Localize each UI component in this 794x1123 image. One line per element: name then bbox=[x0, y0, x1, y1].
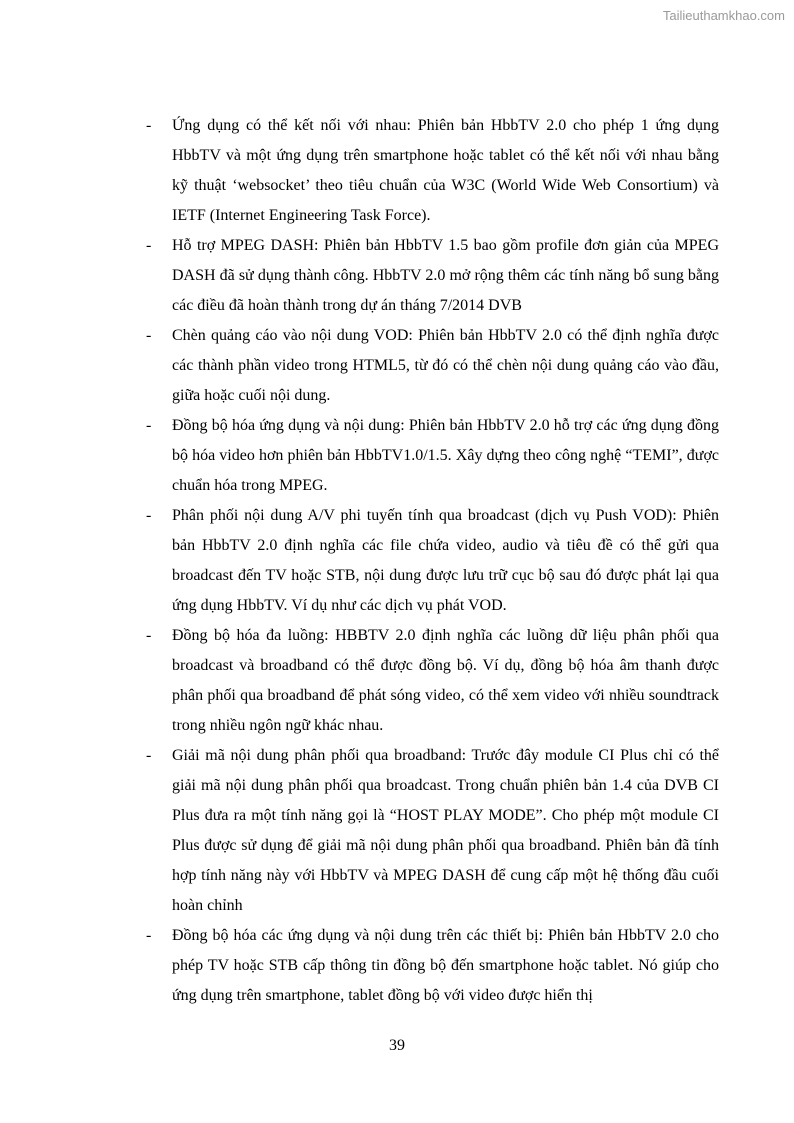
list-item bbox=[145, 621, 719, 741]
list-item-text: Ứng dụng có thể kết nối với nhau: Phiên bản HbbTV 2.0 cho phép 1 ứng dụng HbbTV và một ứng dụng trên smartphone hoặc tablet có thể kết nối với nhau bằng kỹ thuật ‘websocket’ theo tiêu chuẩn của W3C (World Wide Web Consortium) và IETF (Internet Engineering Task Force). bbox=[172, 117, 719, 224]
bullet-dash: - bbox=[146, 327, 152, 344]
bullet-dash: - bbox=[146, 417, 152, 434]
list-item-text: Giải mã nội dung phân phối qua broadband: Trước đây module CI Plus chỉ có thể giải mã nội dung phân phối qua broadcast. Trong chuẩn phiên bản 1.4 của DVB CI Plus đưa ra một tính năng gọi là “HOST PLAY MODE”. Cho phép một module CI Plus được sử dụng để giải mã nội dung phân phối qua broadband. Phiên bản đã tính hợp tính năng này với HbbTV và MPEG DASH để cung cấp một hệ thống đầu cuối hoàn chỉnh bbox=[172, 747, 719, 914]
list-item bbox=[145, 921, 719, 1011]
bullet-dash: - bbox=[146, 237, 152, 254]
bullet-dash: - bbox=[146, 927, 152, 944]
list-item-text: Chèn quảng cáo vào nội dung VOD: Phiên bản HbbTV 2.0 có thể định nghĩa được các thành phần video trong HTML5, từ đó có thể chèn nội dung quảng cáo vào đầu, giữa hoặc cuối nội dung. bbox=[172, 327, 719, 404]
bullet-dash: - bbox=[146, 747, 152, 764]
list-item bbox=[145, 111, 719, 231]
watermark: Tailieuthamkhao.com bbox=[662, 8, 785, 23]
bullet-dash: - bbox=[146, 117, 152, 134]
list-item-text: Đồng bộ hóa ứng dụng và nội dung: Phiên bản HbbTV 2.0 hỗ trợ các ứng dụng đồng bộ hóa video hơn phiên bản HbbTV1.0/1.5. Xây dựng theo công nghệ “TEMI”, được chuẩn hóa trong MPEG. bbox=[172, 417, 719, 494]
list-item-text: Đồng bộ hóa các ứng dụng và nội dung trên các thiết bị: Phiên bản HbbTV 2.0 cho phép TV hoặc STB cấp thông tin đồng bộ đến smartphone hoặc tablet. Nó giúp cho ứng dụng trên smartphone, tablet đồng bộ với video được hiển thị bbox=[172, 927, 719, 1004]
list-item bbox=[145, 231, 719, 321]
bullet-list bbox=[145, 111, 719, 1011]
page-content bbox=[145, 111, 719, 1011]
page-number: 39 bbox=[389, 1037, 405, 1054]
list-item bbox=[145, 501, 719, 621]
list-item bbox=[145, 741, 719, 921]
list-item-text: Hỗ trợ MPEG DASH: Phiên bản HbbTV 1.5 bao gồm profile đơn giản của MPEG DASH đã sử dụng thành công. HbbTV 2.0 mở rộng thêm các tính năng bổ sung bằng các điều đã hoàn thành trong dự án tháng 7/2014 DVB bbox=[172, 237, 719, 314]
bullet-dash: - bbox=[146, 507, 152, 524]
list-item-text: Đồng bộ hóa đa luồng: HBBTV 2.0 định nghĩa các luồng dữ liệu phân phối qua broadcast và broadband có thể được đồng bộ. Ví dụ, đồng bộ hóa âm thanh được phân phối qua broadband để phát sóng video, có thể xem video với nhiều soundtrack trong nhiều ngôn ngữ khác nhau. bbox=[172, 627, 719, 734]
list-item-text: Phân phối nội dung A/V phi tuyến tính qua broadcast (dịch vụ Push VOD): Phiên bản HbbTV 2.0 định nghĩa các file chứa video, audio và tiêu đề có thể gửi qua broadcast đến TV hoặc STB, nội dung được lưu trữ cục bộ sau đó được phát lại qua ứng dụng HbbTV. Ví dụ như các dịch vụ phát VOD. bbox=[172, 507, 719, 614]
list-item bbox=[145, 411, 719, 501]
bullet-dash: - bbox=[146, 627, 152, 644]
list-item bbox=[145, 321, 719, 411]
